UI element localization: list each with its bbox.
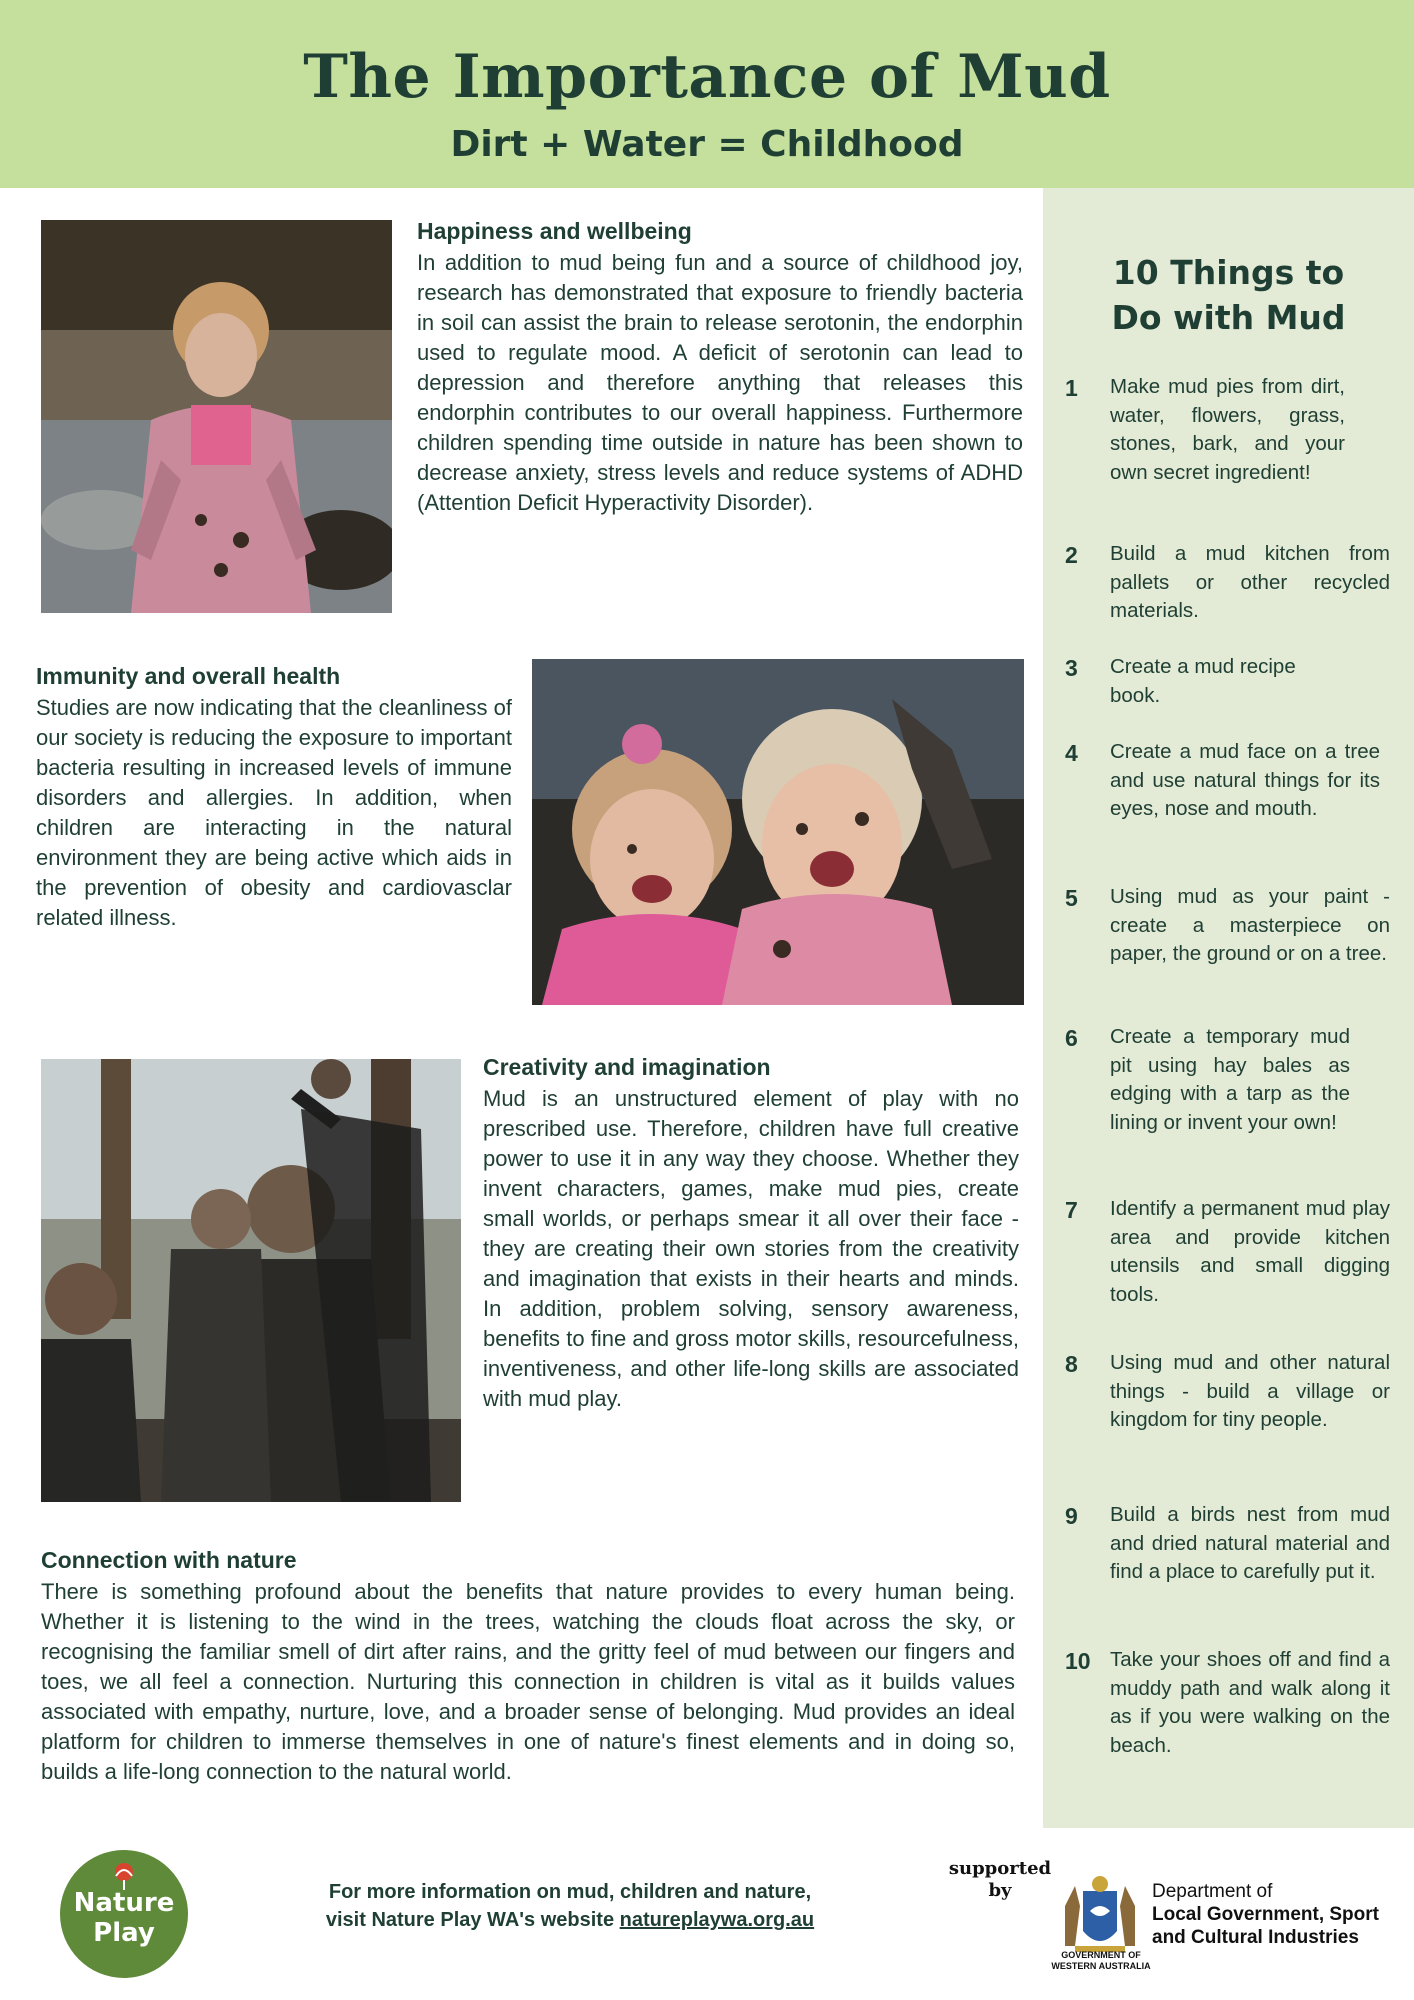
step-number: 3 xyxy=(1065,655,1078,681)
dept-line-1: Department of xyxy=(1152,1881,1273,1902)
nature-play-logo xyxy=(60,1850,188,1978)
step-text: Create a mud recipe book. xyxy=(1110,655,1296,707)
logo-line-nature: Nature xyxy=(73,1888,175,1918)
photo-two-laughing-girls xyxy=(532,659,1024,1005)
step-text: Make mud pies from dirt, water, flowers, grass, stones, bark, and your own secret ingredient! xyxy=(1110,375,1345,484)
step-text: Using mud as your paint - create a masterpiece on paper, the ground or on a tree. xyxy=(1110,885,1390,965)
photo-muddy-girl-creek xyxy=(41,220,392,613)
step-number: 9 xyxy=(1065,1503,1078,1529)
section-body-creativity: Mud is an unstructured element of play with no prescribed use. Therefore, children have full creative power to use it in any way they choose. Whether they invent characters, games, make mud pies, create small worlds, or perhaps smear it all over their face - they are creating their own stories from the creativity and imagination that exists in their hearts and minds. In addition, problem solving, sensory awareness, benefits to fine and gross motor skills, resourcefulness, inventiveness, and other life-long skills are associated with mud play. xyxy=(483,1086,1019,1411)
footer-info-line1: For more information on mud, children and nature, xyxy=(328,1881,812,1903)
sidebar-title: 10 Things to Do with Mud xyxy=(1111,253,1346,337)
section-body-happiness: In addition to mud being fun and a source of childhood joy, research has demonstrated that exposure to friendly bacteria in soil can assist the brain to release serotonin, the endorphin used to regulate mood. A deficit of serotonin can lead to depression and therefore anything that releases this endorphin contributes to our overall happiness. Furthermore children spending time outside in nature has been shown to decrease anxiety, stress levels and reduce systems of ADHD (Attention Deficit Hyperactivity Disorder). xyxy=(417,250,1023,515)
section-title-nature: Connection with nature xyxy=(41,1547,297,1573)
step-text: Create a temporary mud pit using hay bales as edging with a tarp as the lining or invent your own! xyxy=(1110,1025,1350,1134)
step-text: Identify a permanent mud play area and provide kitchen utensils and small digging tools. xyxy=(1110,1197,1390,1306)
step-text: Using mud and other natural things - build a village or kingdom for tiny people. xyxy=(1110,1351,1390,1431)
photo-muddy-boys xyxy=(41,1059,461,1502)
section-title-creativity: Creativity and imagination xyxy=(483,1054,771,1080)
section-body-nature: There is something profound about the benefits that nature provides to every human being. Whether it is listening to the wind in the trees, watching the clouds float across the sky, or recognising the familiar smell of dirt after rains, and the gritty feel of mud between our fingers and toes, we all feel a connection. Nurturing this connection in children is vital as it builds values associated with empathy, nurture, love, and a broader sense of belonging. Mud provides an ideal platform for children to immerse themselves in one of nature's finest elements and in doing so, builds a life-long connection to the natural world. xyxy=(41,1579,1015,1784)
step-text: Build a mud kitchen from pallets or other recycled materials. xyxy=(1110,542,1390,622)
dept-line-3: and Cultural Industries xyxy=(1152,1927,1359,1948)
section-title-immunity: Immunity and overall health xyxy=(36,663,341,689)
step-number: 10 xyxy=(1065,1648,1091,1674)
step-number: 1 xyxy=(1065,375,1078,401)
government-label: GOVERNMENT OF WESTERN AUSTRALIA xyxy=(1051,1950,1151,1971)
step-number: 4 xyxy=(1065,740,1078,766)
step-text: Build a birds nest from mud and dried natural material and find a place to carefully put it. xyxy=(1110,1503,1390,1583)
header-banner xyxy=(0,0,1414,188)
sidebar-ten-things xyxy=(1043,188,1414,1828)
step-text: Create a mud face on a tree and use natural things for its eyes, nose and mouth. xyxy=(1110,740,1380,820)
dept-line-2: Local Government, Sport xyxy=(1152,1904,1379,1925)
department-name xyxy=(1152,1880,1402,1949)
page-title: The Importance of Mud xyxy=(303,42,1111,112)
step-number: 7 xyxy=(1065,1197,1078,1223)
step-number: 8 xyxy=(1065,1351,1078,1377)
step-number: 5 xyxy=(1065,885,1078,911)
step-text: Take your shoes off and find a muddy path and walk along it as if you were walking on the beach. xyxy=(1110,1648,1390,1757)
step-number: 2 xyxy=(1065,542,1078,568)
footer-info xyxy=(260,1878,880,1934)
website-link[interactable]: natureplaywa.org.au xyxy=(619,1909,815,1931)
page-subtitle: Dirt + Water = Childhood xyxy=(450,124,964,165)
footer-info-line2: visit Nature Play WA's website xyxy=(325,1909,620,1931)
supported-by-label: supported by xyxy=(948,1858,1052,1901)
section-body-immunity: Studies are now indicating that the cleanliness of our society is reducing the exposure to important bacteria resulting in increased levels of immune disorders and allergies. In addition, when children are interacting in the natural environment they are being active which aids in the prevention of obesity and cardiovasclar related illness. xyxy=(36,695,512,930)
section-title-happiness: Happiness and wellbeing xyxy=(417,218,692,244)
step-number: 6 xyxy=(1065,1025,1078,1051)
logo-line-play: Play xyxy=(93,1918,155,1948)
